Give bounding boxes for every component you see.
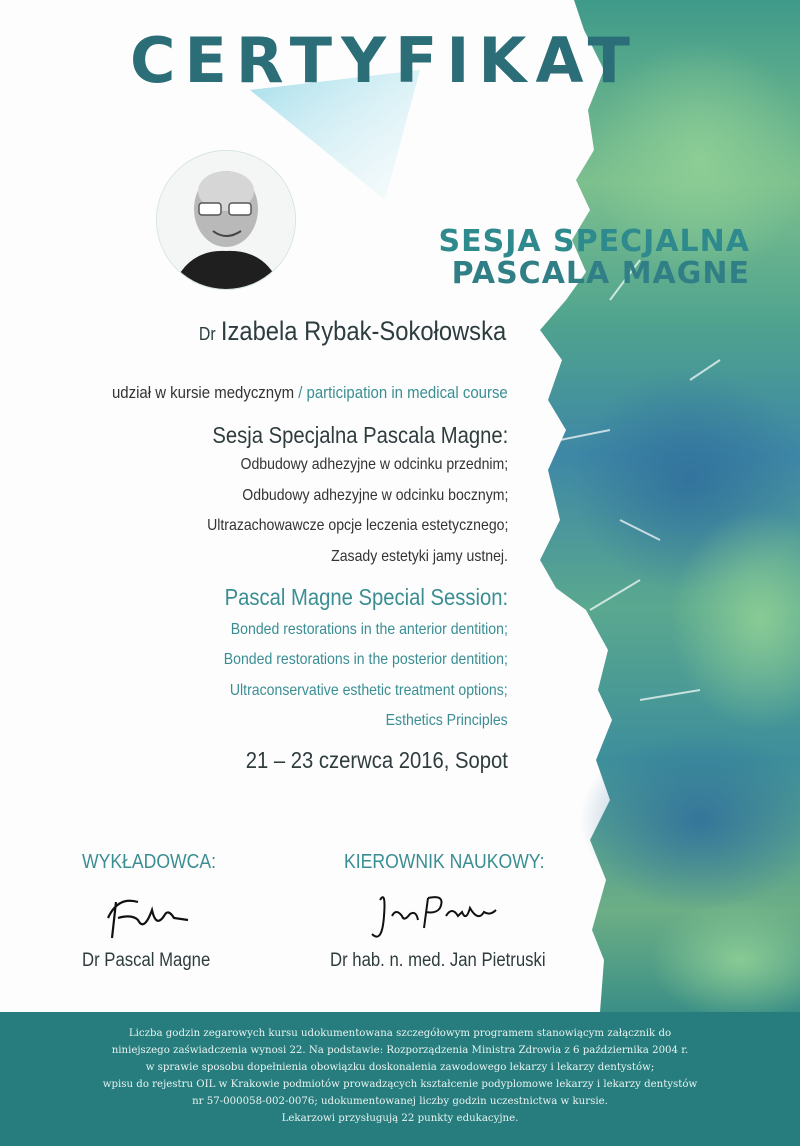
session-title-line2: PASCALA MAGNE: [451, 256, 750, 291]
lecturer-portrait: [156, 150, 296, 290]
session-title: [439, 226, 750, 290]
course-en-line: Esthetics Principles: [385, 712, 508, 729]
participation-line: [112, 383, 508, 403]
course-en-line: Ultraconservative esthetic treatment options;: [230, 682, 508, 699]
certificate-title: CERTYFIKAT: [130, 24, 639, 97]
footer-notice: [40, 1025, 760, 1127]
recipient-name-line: [199, 316, 506, 347]
footer-line: niniejszego zaświadczenia wynosi 22. Na podstawie: Rozporządzenia Ministra Zdrowia z 6 października 2004 r.: [111, 1045, 689, 1056]
course-en-heading: Pascal Magne Special Session:: [224, 584, 508, 610]
course-pl-line: Odbudowy adhezyjne w odcinku bocznym;: [241, 487, 508, 504]
recipient-name: Izabela Rybak-Sokołowska: [220, 316, 506, 346]
course-pl-line: Odbudowy adhezyjne w odcinku przednim;: [240, 456, 508, 473]
course-pl-heading: Sesja Specjalna Pascala Magne:: [212, 422, 508, 448]
lecturer-role: WYKŁADOWCA:: [82, 851, 216, 873]
lecturer-signature: [98, 888, 198, 946]
director-name: Dr hab. n. med. Jan Pietruski: [330, 950, 546, 971]
director-role: KIEROWNIK NAUKOWY:: [344, 851, 545, 873]
course-en-line: Bonded restorations in the anterior dentition;: [230, 621, 508, 638]
footer-line: w sprawie sposobu dopełnienia obowiązku doskonalenia zawodowego lekarzy i lekarzy dentystów;: [145, 1062, 655, 1073]
footer-line: Lekarzowi przysługują 22 punkty edukacyjne.: [281, 1113, 519, 1124]
footer-line: nr 57-000058-002-0076; udokumentowanej liczby godzin uczestnictwa w kursie.: [192, 1096, 608, 1107]
footer-line: wpisu do rejestru OIL w Krakowie podmiotów prowadzących kształcenie podyplomowe lekarzy i lekarzy dentystów: [102, 1079, 698, 1090]
participation-pl: udział w kursie medycznym: [112, 383, 295, 402]
course-pl-line: Ultrazachowawcze opcje leczenia estetycznego;: [206, 517, 508, 534]
recipient-prefix: Dr: [198, 324, 216, 344]
footer-line: Liczba godzin zegarowych kursu udokumentowana szczegółowym programem stanowiącym załącznik do: [128, 1028, 672, 1039]
course-pl-line: Zasady estetyki jamy ustnej.: [331, 548, 508, 565]
course-en-line: Bonded restorations in the posterior dentition;: [223, 651, 508, 668]
course-dates: 21 – 23 czerwca 2016, Sopot: [245, 747, 508, 773]
participation-separator: /: [294, 383, 307, 402]
lecturer-name: Dr Pascal Magne: [82, 950, 211, 971]
session-title-line1: SESJA SPECJALNA: [438, 224, 750, 259]
participation-en: participation in medical course: [306, 383, 508, 402]
